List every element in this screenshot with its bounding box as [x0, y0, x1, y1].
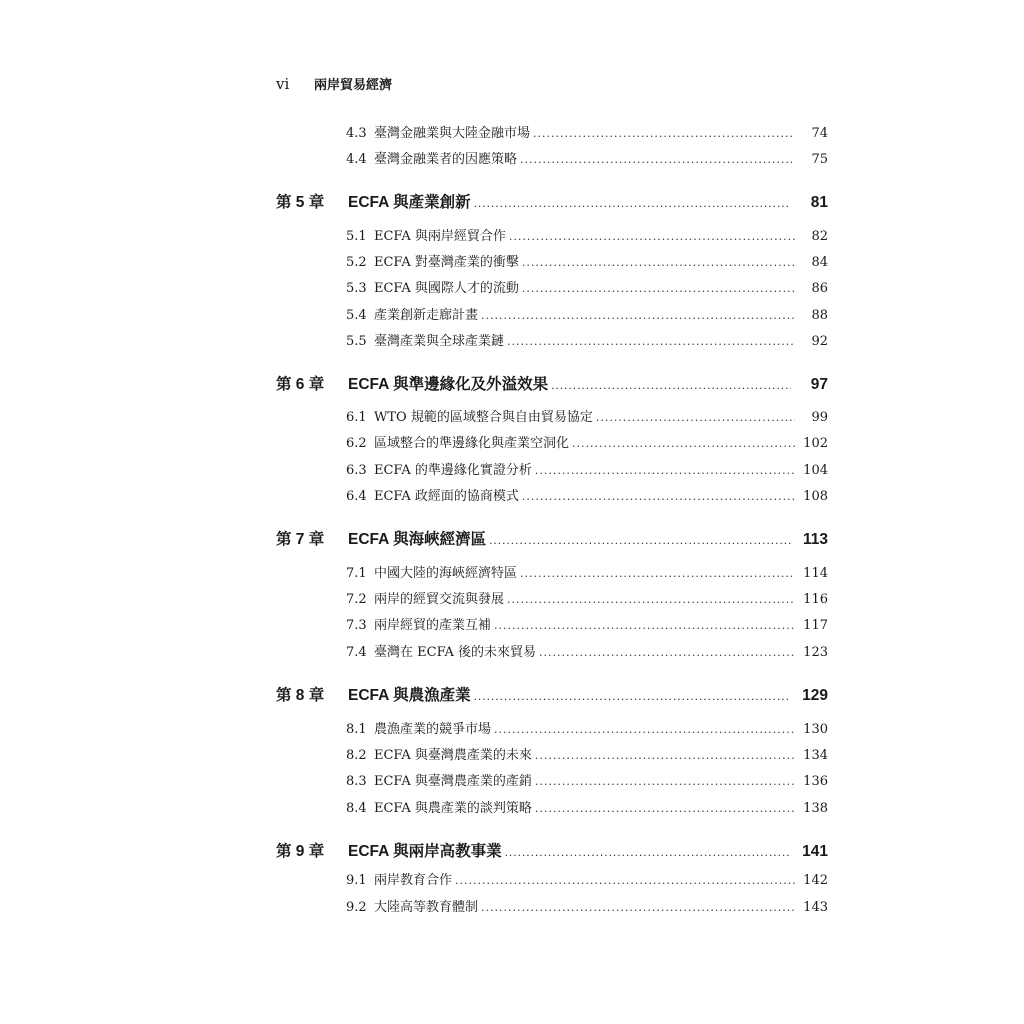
section-number: 5.5: [346, 334, 367, 349]
section-number: 7.3: [346, 618, 367, 633]
page-number: 141: [802, 843, 828, 860]
section-title: 中國大陸的海峽經濟特區: [374, 566, 518, 581]
section-title: 兩岸經貿的產業互補: [374, 618, 492, 633]
section-title: 區域整合的準邊緣化與產業空洞化: [374, 436, 570, 451]
section-number: 7.2: [346, 592, 367, 607]
dot-leader: [520, 567, 795, 580]
section-title: ECFA 與臺灣農產業的未來: [374, 748, 532, 763]
section-title: WTO 規範的區域整合與自由貿易協定: [374, 410, 593, 425]
section-title: 農漁產業的競爭市場: [374, 722, 492, 737]
dot-leader: [507, 593, 795, 606]
section-title: ECFA 與臺灣農產業的產銷: [374, 774, 532, 789]
section-number: 5.1: [346, 229, 367, 244]
dot-leader: [522, 490, 795, 503]
toc-section-entry: [346, 797, 828, 816]
dot-leader: [522, 282, 795, 295]
section-title: ECFA 政經面的協商模式: [374, 489, 519, 504]
section-title: 大陸高等教育體制: [374, 900, 479, 915]
section-number: 6.2: [346, 436, 367, 451]
chapter-title: ECFA 與產業創新: [348, 194, 471, 211]
section-title: 兩岸教育合作: [374, 873, 453, 888]
section-title: ECFA 的準邊緣化實證分析: [374, 463, 532, 478]
chapter-number: 第 8 章: [276, 687, 325, 704]
toc-section-entry: [346, 406, 828, 425]
page-number: 114: [803, 566, 828, 581]
toc-section-entry: [346, 588, 828, 607]
toc-section-entry: [346, 122, 828, 141]
book-title: 兩岸貿易經濟: [314, 78, 393, 93]
section-title: 臺灣產業與全球產業鏈: [374, 334, 505, 349]
page-number: 74: [811, 126, 828, 141]
page-number: 138: [803, 801, 828, 816]
dot-leader: [596, 411, 795, 424]
dot-leader: [535, 802, 795, 815]
section-number: 6.3: [346, 463, 367, 478]
toc-section-entry: [346, 225, 828, 244]
chapter-title: ECFA 與農漁產業: [348, 687, 471, 704]
toc-section-entry: [346, 641, 828, 660]
section-title: ECFA 對臺灣產業的衝擊: [374, 255, 519, 270]
dot-leader: [520, 153, 795, 166]
dot-leader: [522, 256, 795, 269]
section-title: 臺灣金融業者的因應策略: [374, 152, 518, 167]
toc-section-entry: [346, 770, 828, 789]
chapter-number: 第 7 章: [276, 531, 325, 548]
section-number: 6.1: [346, 410, 367, 425]
toc-chapter-entry: [276, 190, 828, 212]
page-number: 117: [803, 618, 828, 633]
page-number: 81: [810, 194, 828, 211]
dot-leader: [474, 689, 791, 703]
section-title: ECFA 與農產業的談判策略: [374, 801, 532, 816]
toc-section-entry: [346, 330, 828, 349]
section-number: 7.4: [346, 645, 367, 660]
section-number: 9.1: [346, 873, 367, 888]
dot-leader: [535, 775, 795, 788]
dot-leader: [481, 901, 795, 914]
page-number: 108: [803, 489, 828, 504]
section-number: 8.2: [346, 748, 367, 763]
section-number: 8.3: [346, 774, 367, 789]
chapter-title: ECFA 與兩岸高教事業: [348, 843, 502, 860]
dot-leader: [535, 749, 795, 762]
page-number: 99: [811, 410, 828, 425]
dot-leader: [572, 437, 795, 450]
toc-section-entry: [346, 718, 828, 737]
dot-leader: [505, 845, 791, 859]
toc-section-entry: [346, 277, 828, 296]
section-number: 4.3: [346, 126, 367, 141]
dot-leader: [481, 309, 795, 322]
section-number: 7.1: [346, 566, 367, 581]
dot-leader: [509, 230, 795, 243]
toc-section-entry: [346, 485, 828, 504]
page-number: 130: [803, 722, 828, 737]
toc-section-entry: [346, 251, 828, 270]
section-number: 8.4: [346, 801, 367, 816]
toc-section-entry: [346, 869, 828, 888]
page-number: 116: [803, 592, 828, 607]
toc-section-entry: [346, 614, 828, 633]
dot-leader: [474, 196, 791, 210]
toc-chapter-entry: [276, 372, 828, 394]
chapter-title: ECFA 與海峽經濟區: [348, 531, 487, 548]
page-number: 129: [802, 687, 828, 704]
section-title: ECFA 與國際人才的流動: [374, 281, 519, 296]
dot-leader: [535, 464, 795, 477]
dot-leader: [455, 874, 795, 887]
section-number: 6.4: [346, 489, 367, 504]
page-number: 84: [811, 255, 828, 270]
dot-leader: [507, 335, 795, 348]
page-number: 113: [802, 531, 828, 548]
section-number: 9.2: [346, 900, 367, 915]
section-number: 5.4: [346, 308, 367, 323]
dot-leader: [533, 127, 795, 140]
section-number: 5.2: [346, 255, 367, 270]
page-number: 97: [810, 376, 828, 393]
dot-leader: [494, 619, 795, 632]
page-number: 136: [803, 774, 828, 789]
page-number: 102: [803, 436, 828, 451]
page-number: 75: [811, 152, 828, 167]
page-number: 88: [811, 308, 828, 323]
section-title: 兩岸的經貿交流與發展: [374, 592, 505, 607]
section-number: 4.4: [346, 152, 367, 167]
chapter-title: ECFA 與準邊緣化及外溢效果: [348, 376, 549, 393]
page-number: 123: [803, 645, 828, 660]
dot-leader: [489, 533, 791, 547]
chapter-number: 第 5 章: [276, 194, 325, 211]
section-number: 5.3: [346, 281, 367, 296]
toc-chapter-entry: [276, 839, 828, 861]
section-title: 臺灣金融業與大陸金融市場: [374, 126, 531, 141]
dot-leader: [539, 646, 795, 659]
chapter-number: 第 9 章: [276, 843, 325, 860]
page-number: 82: [811, 229, 828, 244]
toc-section-entry: [346, 432, 828, 451]
dot-leader: [551, 378, 791, 392]
page-number: 92: [811, 334, 828, 349]
section-title: ECFA 與兩岸經貿合作: [374, 229, 506, 244]
toc-chapter-entry: [276, 527, 828, 549]
page-number: 142: [803, 873, 828, 888]
toc-section-entry: [346, 459, 828, 478]
toc-section-entry: [346, 562, 828, 581]
page-number: 86: [811, 281, 828, 296]
section-number: 8.1: [346, 722, 367, 737]
page-number: 143: [803, 900, 828, 915]
toc-section-entry: [346, 304, 828, 323]
page-number: 134: [803, 748, 828, 763]
dot-leader: [494, 723, 795, 736]
chapter-number: 第 6 章: [276, 376, 325, 393]
section-title: 臺灣在 ECFA 後的未來貿易: [374, 645, 536, 660]
page-number: 104: [803, 463, 828, 478]
page-number-label: vi: [276, 75, 290, 93]
section-title: 產業創新走廊計畫: [374, 308, 479, 323]
toc-section-entry: [346, 744, 828, 763]
toc-chapter-entry: [276, 683, 828, 705]
toc-section-entry: [346, 896, 828, 915]
toc-section-entry: [346, 148, 828, 167]
